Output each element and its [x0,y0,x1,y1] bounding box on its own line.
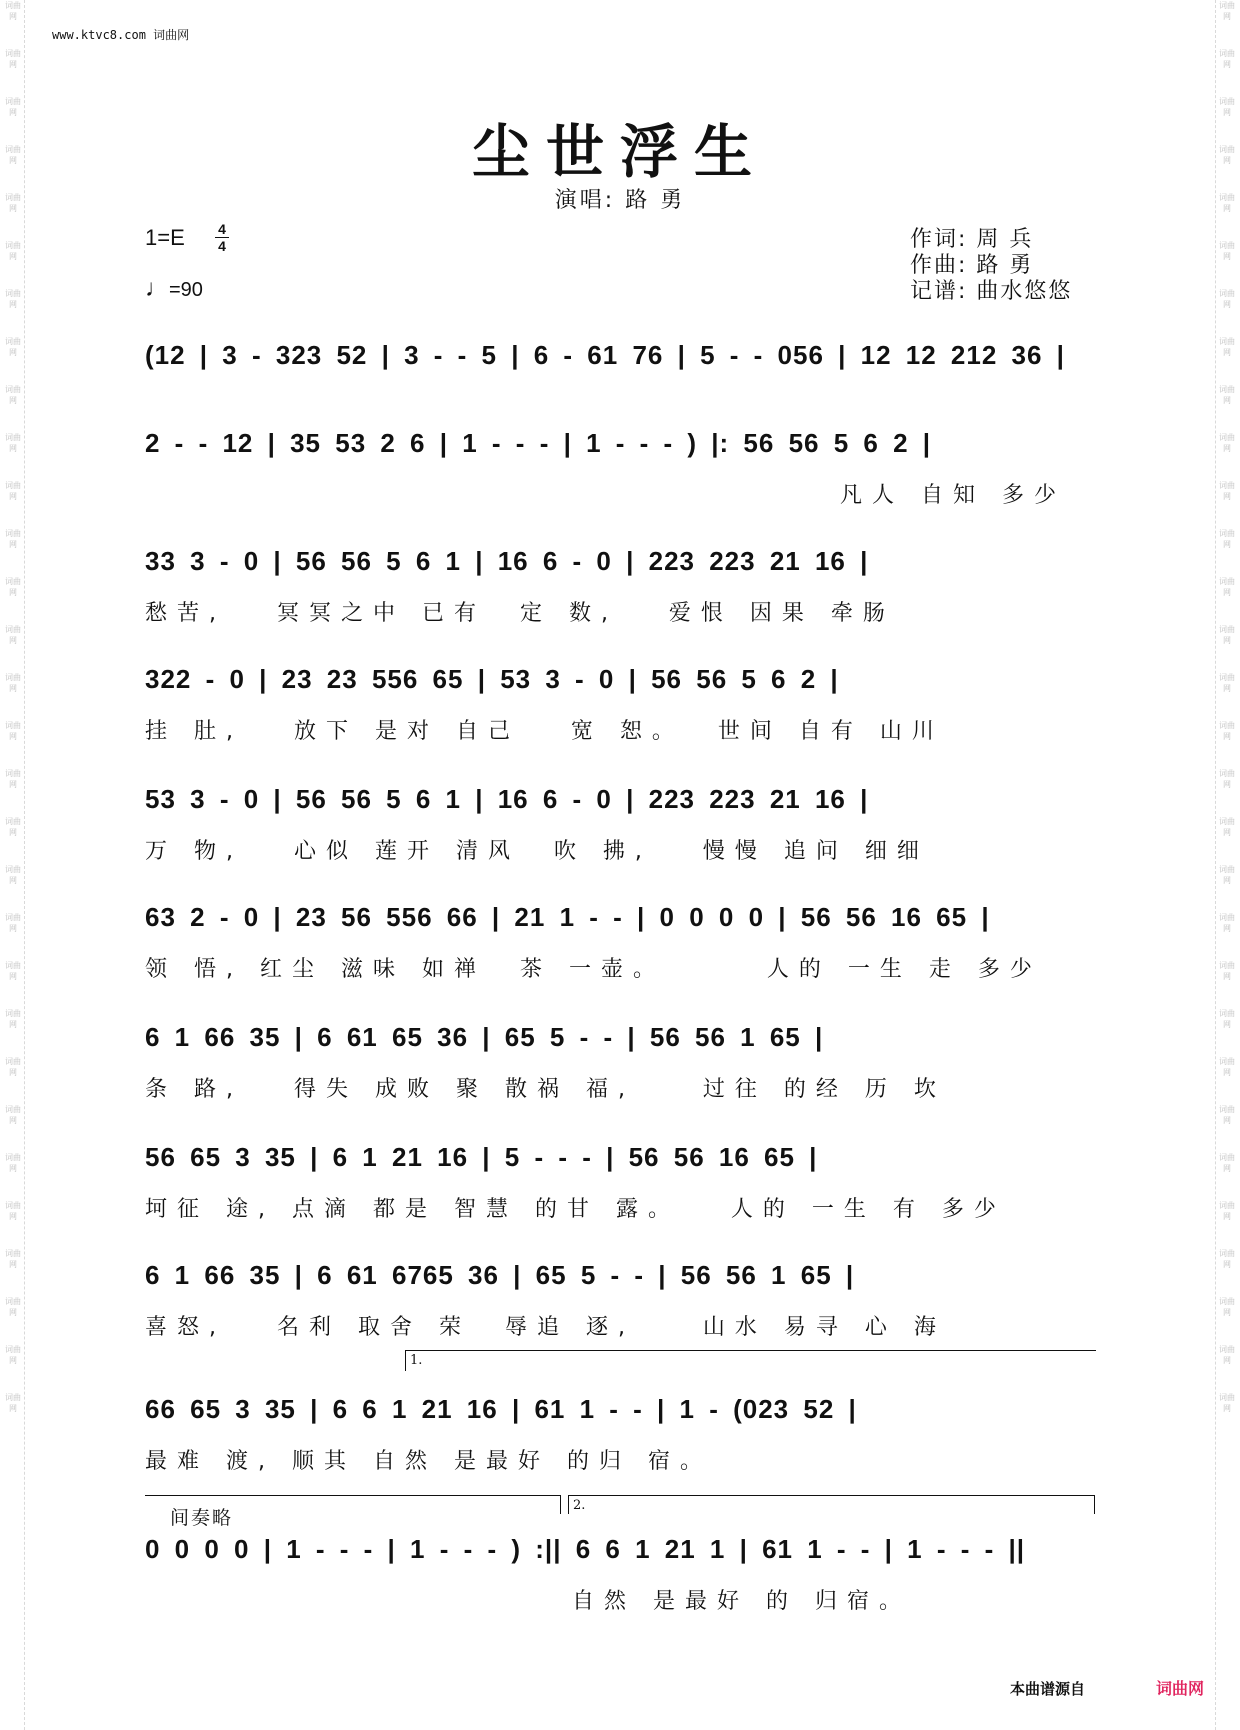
time-sig-bottom: 4 [218,238,226,254]
score-row-9-notes: 6 1 66 35 | 6 61 6765 36 | 65 5 - - | 56 56 1 65 | [145,1260,855,1290]
score-row-11-notes: 0 0 0 0 | 1 - - - | 1 - - - ) :|| 6 6 1 21 1 | 61 1 - - | 1 - - - || [145,1534,1026,1564]
quarter-note-icon: ♩ [145,275,169,302]
score-row-8-lyrics: 坷征 途, 点滴 都是 智慧 的甘 露。 人的 一生 有 多少 [145,1197,1006,1222]
score-row-9-lyrics: 喜怒, 名利 取舍 荣 辱追 逐, 山水 易寻 心 海 [145,1315,946,1340]
time-signature [215,222,229,253]
score-row-3-notes: 33 3 - 0 | 56 56 5 6 1 | 16 6 - 0 | 223 223 21 16 | [145,546,869,576]
tempo-value: =90 [169,279,203,301]
lyricist-credit: 作词: 周 兵 [910,227,1034,252]
time-sig-top: 4 [218,221,226,237]
score-row-6-notes: 63 2 - 0 | 23 56 556 66 | 21 1 - - | 0 0 0 0 | 56 56 16 65 | [145,902,990,932]
footer-source-label: 本曲谱源自 [1010,1680,1086,1698]
score-row-2-notes: 2 - - 12 | 35 53 2 6 | 1 - - - | 1 - - - ) |: 56 56 5 6 2 | [145,428,932,458]
key-signature: 1=E [145,225,185,250]
page-title: 尘世浮生 [471,118,768,186]
score-row-8-notes: 56 65 3 35 | 6 1 21 16 | 5 - - - | 56 56 16 65 | [145,1142,818,1172]
tempo-marking [145,275,203,303]
transcriber-credit: 记谱: 曲水悠悠 [910,279,1073,304]
interlude-label: 间奏略 [170,1507,234,1529]
score-row-5-notes: 53 3 - 0 | 56 56 5 6 1 | 16 6 - 0 | 223 223 21 16 | [145,784,869,814]
first-ending-bracket: 1. [405,1350,1096,1371]
score-row-6-lyrics: 领 悟, 红尘 滋味 如禅 茶 一壶。 人的 一生 走 多少 [145,957,1042,982]
score-row-10-notes: 66 65 3 35 | 6 6 1 21 16 | 61 1 - - | 1 - (023 52 | [145,1394,857,1424]
composer-credit: 作曲: 路 勇 [910,253,1034,278]
second-ending-bracket: 2. [568,1495,1095,1514]
score-row-7-notes: 6 1 66 35 | 6 61 65 36 | 65 5 - - | 56 56 1 65 | [145,1022,824,1052]
score-row-7-lyrics: 条 路, 得失 成败 聚 散祸 福, 过往 的经 历 坎 [145,1077,946,1102]
score-row-10-lyrics: 最难 渡, 顺其 自然 是最好 的归 宿。 [145,1449,712,1474]
score-row-2-lyrics: 凡人 自知 多少 [840,483,1066,508]
left-watermark-strip: 词曲网 词曲网 词曲网 词曲网 词曲网 词曲网 词曲网 词曲网 词曲网 词曲网 词曲网 词曲网 词曲网 词曲网 词曲网 词曲网 词曲网 词曲网 词曲网 词曲网 词曲网 词曲网 词曲网 词曲网 词曲网 词曲网 词曲网 词曲网 词曲网 词曲网 [2,0,25,1730]
right-watermark-strip: 词曲网 词曲网 词曲网 词曲网 词曲网 词曲网 词曲网 词曲网 词曲网 词曲网 词曲网 词曲网 词曲网 词曲网 词曲网 词曲网 词曲网 词曲网 词曲网 词曲网 词曲网 词曲网 词曲网 词曲网 词曲网 词曲网 词曲网 词曲网 词曲网 词曲网 [1215,0,1238,1730]
score-row-1-notes: (12 | 3 - 323 52 | 3 - - 5 | 6 - 61 76 | 5 - - 056 | 12 12 212 36 | [145,340,1065,370]
footer-site-link[interactable]: 词曲网 [1156,1679,1205,1698]
score-row-11-lyrics: 自然 是最好 的 归宿。 [572,1589,911,1614]
source-url: www.ktvc8.com 词曲网 [52,28,190,42]
score-row-3-lyrics: 愁苦, 冥冥之中 已有 定 数, 爱恨 因果 牵肠 [145,601,895,626]
score-row-5-lyrics: 万 物, 心似 莲开 清风 吹 拂, 慢慢 追问 细细 [145,839,929,864]
score-row-4-notes: 322 - 0 | 23 23 556 65 | 53 3 - 0 | 56 56 5 6 2 | [145,664,839,694]
score-row-4-lyrics: 挂 肚, 放下 是对 自己 宽 恕。 世间 自有 山川 [145,719,944,744]
performer-credit: 演唱: 路 勇 [554,188,686,213]
